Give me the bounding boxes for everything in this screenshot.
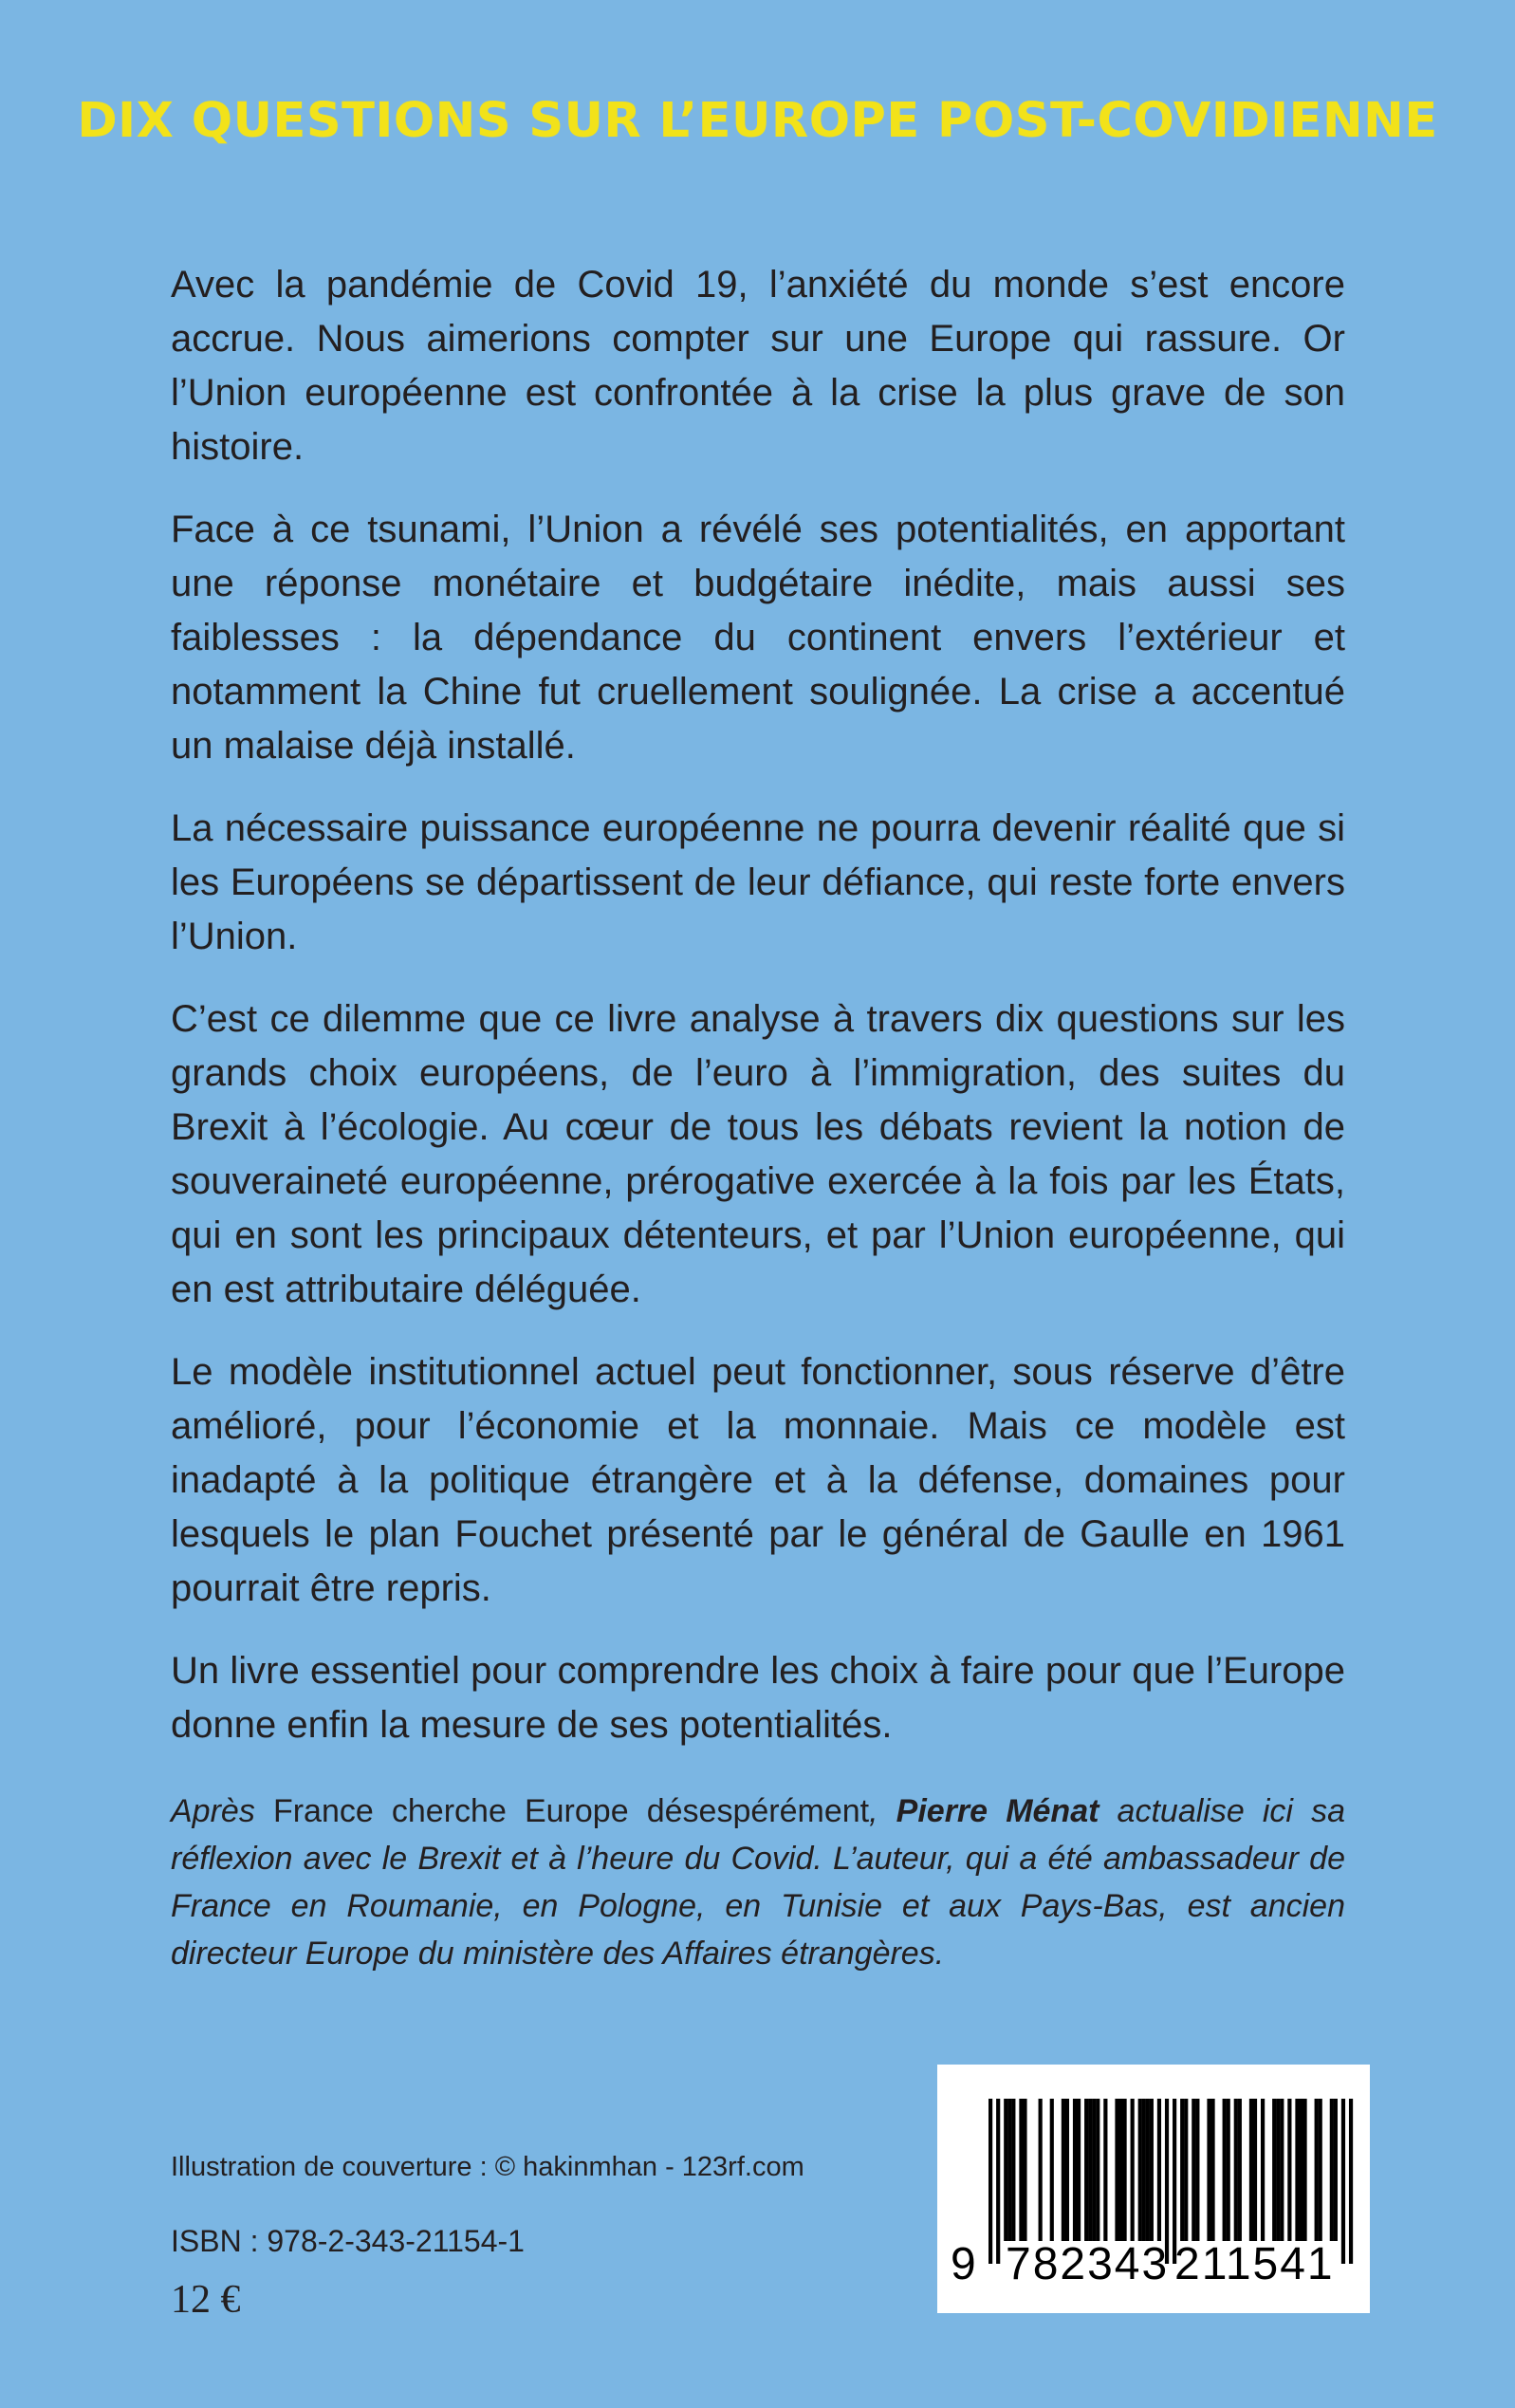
barcode-bar (1180, 2099, 1184, 2241)
barcode-bar (1062, 2099, 1065, 2241)
barcode-bar (1184, 2099, 1188, 2241)
barcode-bar (1195, 2099, 1199, 2241)
blurb-paragraph: C’est ce dilemme que ce livre analyse à travers dix questions sur les grands choix européens, de l’euro à l’immigration, des suites du Brexit à l’écologie. Au cœur de tous les débats revient la notion de souveraineté européenne, prérogative exercée à la fois par les États, qui en sont les principaux détenteurs, et par l’Union européenne, qui en est attributaire déléguée. (171, 998, 1345, 1310)
blurb (171, 258, 1345, 1781)
blurb-paragraph: Le modèle institutionnel actuel peut fonctionner, sous réserve d’être amélioré, pour l’économie et la monnaie. Mais ce modèle est inadapté à la politique étrangère et à la défense, domaines pour lesquels le plan Fouchet présenté par le général de Gaulle en 1961 pourrait être repris. (171, 1351, 1345, 1609)
barcode-bar (1118, 2099, 1122, 2241)
blurb-paragraph: La nécessaire puissance européenne ne pourra devenir réalité que si les Européens se départissent de leur défiance, qui reste forte envers l’Union. (171, 807, 1345, 957)
barcode-bar (1065, 2099, 1069, 2241)
barcode-bar (1096, 2099, 1099, 2241)
barcode-bar (1253, 2099, 1257, 2241)
barcode-bar (1223, 2099, 1227, 2241)
barcode-bar (1023, 2099, 1026, 2241)
barcode-bar (1122, 2099, 1126, 2241)
barcode-right-group: 211541 (1174, 2239, 1335, 2289)
blurb-paragraph: Avec la pandémie de Covid 19, l’anxiété du monde s’est encore accrue. Nous aimerions compter sur une Europe qui rassure. Or l’Union européenne est confrontée à la crise la plus grave de son histoire. (171, 264, 1345, 468)
barcode-digits (951, 2239, 1357, 2290)
barcode-bar (1050, 2099, 1054, 2241)
barcode-first-digit: 9 (951, 2239, 978, 2289)
barcode-bar (1150, 2099, 1154, 2241)
bio-book-title: France cherche Europe désespérément (272, 1793, 870, 1829)
barcode (937, 2065, 1370, 2313)
author-bio (171, 1787, 1345, 1977)
barcode-bar (1103, 2099, 1107, 2241)
barcode-bar (1227, 2099, 1230, 2241)
barcode-bar (1207, 2099, 1210, 2241)
blurb-paragraph: Un livre essentiel pour comprendre les choix à faire pour que l’Europe donne enfin la mesure de ses potentialités. (171, 1650, 1345, 1746)
barcode-bar (1115, 2099, 1118, 2241)
barcode-bar (1280, 2099, 1284, 2241)
isbn: ISBN : 978-2-343-21154-1 (171, 2224, 525, 2258)
barcode-bar (1238, 2099, 1242, 2241)
barcode-bar (1287, 2099, 1291, 2241)
barcode-left-group: 782343 (1006, 2239, 1170, 2289)
barcode-bar (1334, 2099, 1338, 2241)
barcode-bar (1210, 2099, 1214, 2241)
barcode-bar (1019, 2099, 1023, 2241)
barcode-bar (1303, 2099, 1306, 2241)
bio-comma: , (869, 1793, 896, 1829)
bio-author-name: Pierre Ménat (896, 1793, 1099, 1829)
barcode-bar (1088, 2099, 1092, 2241)
blurb-paragraph: Face à ce tsunami, l’Union a révélé ses potentialités, en apportant une réponse monétaire et budgétaire inédite, mais aussi ses faiblesses : la dépendance du continent envers l’extérieur et notamment la Chine fut cruellement soulignée. La crise a accentué un malaise déjà installé. (171, 509, 1345, 767)
barcode-bar (1272, 2099, 1276, 2241)
barcode-bar (1315, 2099, 1319, 2241)
illustration-credit: Illustration de couverture : © hakinmhan - 123rf.com (171, 2152, 804, 2182)
barcode-bar (1299, 2099, 1303, 2241)
cover-title: DIX QUESTIONS SUR L’EUROPE POST-COVIDIENNE (77, 93, 1438, 149)
barcode-bar (1011, 2099, 1015, 2241)
barcode-bar (1192, 2099, 1195, 2241)
barcode-bar (1142, 2099, 1146, 2241)
barcode-bar (1007, 2099, 1011, 2241)
barcode-bar (1004, 2099, 1007, 2241)
barcode-bar (1131, 2099, 1135, 2241)
barcode-bar (1073, 2099, 1077, 2241)
bio-text: actualise ici sa réflexion avec le Brexit et à l’heure du Covid. L’auteur, qui a été ambassadeur de France en Roumanie, en Pologne, en Tunisie et aux Pays-Bas, est ancien directeur Europe du ministère des Affaires étrangères. (171, 1793, 1346, 1972)
barcode-bar (1330, 2099, 1334, 2241)
barcode-bar (1077, 2099, 1081, 2241)
barcode-bar (1138, 2099, 1142, 2241)
barcode-bar (1276, 2099, 1280, 2241)
barcode-bar (1157, 2099, 1161, 2241)
barcode-bar (1295, 2099, 1299, 2241)
barcode-bar (1146, 2099, 1150, 2241)
barcode-bar (1084, 2099, 1088, 2241)
price: 12 € (171, 2278, 241, 2322)
barcode-bar (1319, 2099, 1322, 2241)
barcode-bar (1092, 2099, 1096, 2241)
barcode-bar (1039, 2099, 1043, 2241)
barcode-bar (1249, 2099, 1253, 2241)
barcode-bar (1234, 2099, 1238, 2241)
barcode-bar (1261, 2099, 1265, 2241)
bio-prefix: Après (171, 1793, 273, 1829)
